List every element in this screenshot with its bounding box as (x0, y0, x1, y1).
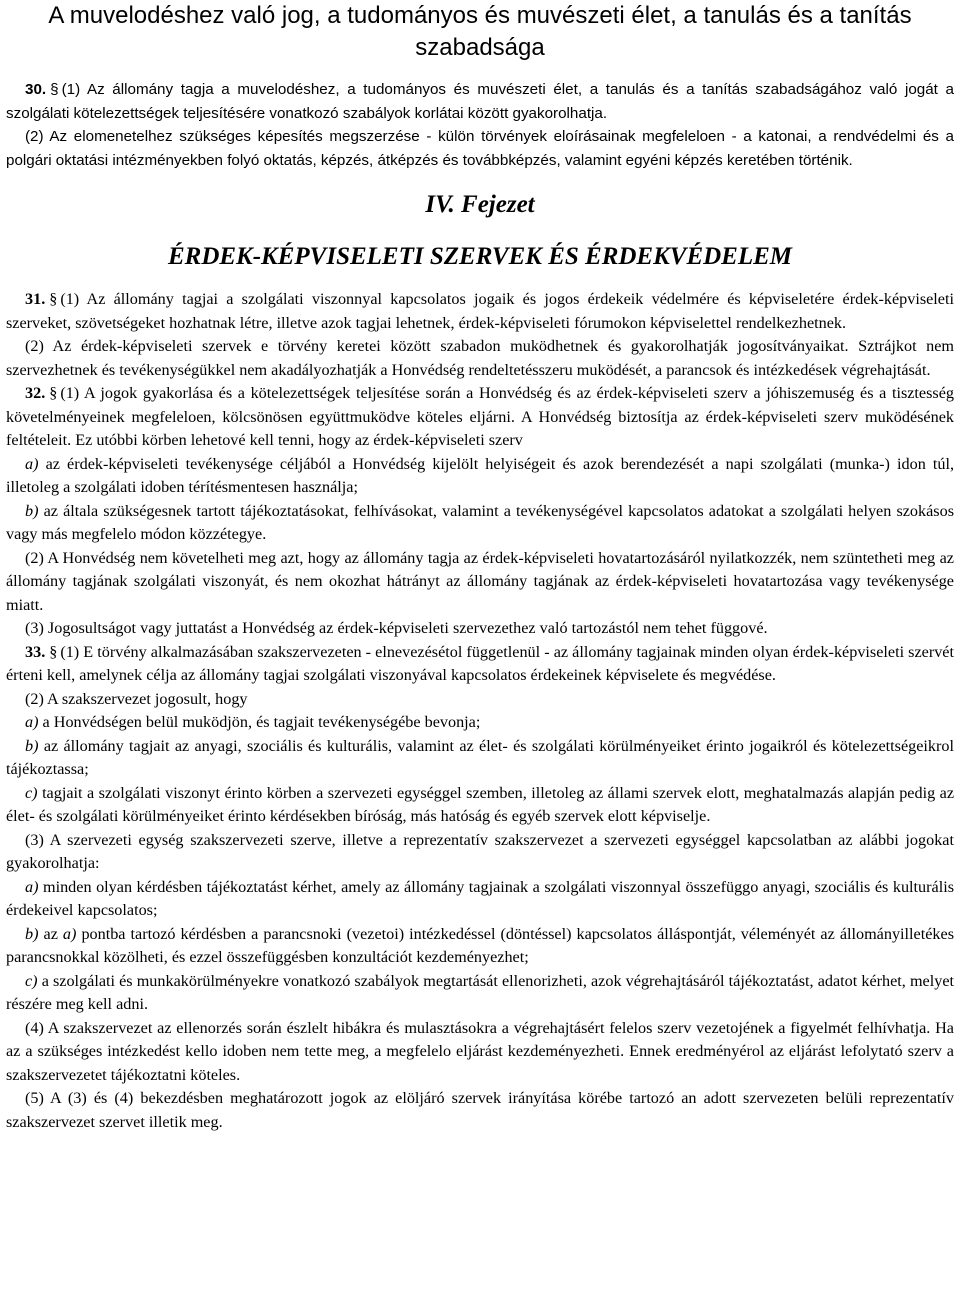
item-letter: b) (25, 736, 39, 755)
document-title: A muvelodéshez való jog, a tudományos és muvészeti élet, a tanulás és a tanítás szabadsága (48, 2, 912, 61)
section-30-paragraph-1 (6, 78, 954, 125)
section-33-p2-item-b (6, 735, 954, 782)
item-letter: a) (25, 454, 39, 473)
item-reference: a) (62, 924, 77, 943)
item-letter: a) (25, 713, 39, 731)
section-33-paragraph-4: (4) A szakszervezet az ellenorzés során észlelt hibákra és mulasztásokra a végrehajtásért felelos szerv vezetojének a figyelmét felhívhatja. Ha az a szükséges intézkedést kello idoben nem tette meg, a megfelelo eljárást kezdeményezheti. Ennek eredményérol az eljárást lefolytató szerv a szakszervezetet tájékoztatni köteles. (6, 1018, 954, 1084)
item-letter: b) (25, 501, 39, 520)
section-33-paragraph-5: (5) A (3) és (4) bekezdésben meghatározott jogok az elöljáró szervek irányítása körébe tartozó an adott szervezeten belüli reprezentatív szakszervezet szervet illetik meg. (6, 1089, 954, 1131)
section-31 (6, 288, 954, 382)
section-33-p2-item-a (6, 711, 954, 735)
section-33-p2-item-c (6, 782, 954, 829)
item-text: az általa szükségesnek tartott tájékoztatásokat, felhívásokat, valamint a tevékenységével kapcsolatos adatokat a szolgálati helyen szokásos vagy más megfelelo módon közzétegye. (6, 501, 955, 543)
section-33 (6, 641, 954, 1135)
paragraph-text: (1) Az állomány tagja a muvelodéshez, a tudományos és muvészeti élet, a tanulás és a tanítás szabadságához való jogát a szolgálati kötelezettségek teljesítésére vonatkozó szabályok korlátai között gyakorolhatja. (6, 81, 954, 122)
section-30-paragraph-2: (2) Az elomenetelhez szükséges képesítés megszerzése - külön törvények eloírásainak megfeleloen - a katonai, a rendvédelmi és a polgári oktatási intézményekben folyó oktatás, képzés, átképzés és továbbképzés, valamint egyéni képzés keretében történik. (6, 128, 954, 169)
document-page (6, 0, 954, 1134)
section-32-paragraph-3: (3) Jogosultságot vagy juttatást a Honvédség az érdek-képviseleti szervezethez való tartozástól nem tehet függové. (25, 619, 768, 637)
item-letter: a) (25, 877, 39, 896)
section-sign: § (49, 642, 58, 661)
section-30 (6, 78, 954, 172)
item-text: pontba tartozó kérdésben a parancsnoki (vezetoi) intézkedéssel (döntéssel) kapcsolatos álláspontját, véleményét az állományilletékes parancsnokkal közölheti, és ezzel összefüggésben konzultációt kezdeményezhet; (6, 924, 954, 966)
paragraph-text: (1) E törvény alkalmazásában szakszervezeten - elnevezésétol függetlenül - az állomány tagjainak minden olyan érdek-képviseleti szervét érteni kell, amelynek célja az állomány tagjai szolgálati viszonyával kapcsolatos érdekeinek képviselete és megvédése. (6, 642, 954, 684)
section-33-paragraph-1 (6, 641, 954, 688)
item-text: a Honvédségen belül muködjön, és tagjait tevékenységébe bevonja; (42, 713, 481, 731)
item-letter: b) (25, 924, 39, 943)
section-sign: § (49, 384, 58, 402)
item-letter: c) (25, 971, 38, 990)
item-text: minden olyan kérdésben tájékoztatást kérhet, amely az állomány tagjainak a szolgálati viszonnyal összefüggo anyagi, szociális és kulturális érdekeivel kapcsolatos; (6, 877, 954, 919)
chapter-number: IV. Fejezet (425, 191, 535, 218)
chapter-title: ÉRDEK-KÉPVISELETI SZERVEK ÉS ÉRDEKVÉDELEM (167, 243, 793, 270)
section-32-item-b (6, 500, 954, 547)
item-text: az (43, 924, 58, 943)
paragraph-text: (1) Az állomány tagjai a szolgálati viszonnyal kapcsolatos jogaik és jogos érdekeik védelmére és képviseletére érdek-képviseleti szerveket, szövetségeket hozhatnak létre, illetve azok tagjai lehetnek, érdek-képviseleti fórumokon képviselettel rendelkezhetnek. (6, 290, 954, 332)
item-text: a szolgálati és munkakörülményekre vonatkozó szabályok megtartását ellenorizheti, azok végrehajtásáról tájékoztatást, adatot kérhet, melyet részére meg kell adni. (6, 971, 954, 1013)
section-33-p3-item-b (6, 923, 954, 970)
section-number: 33. (25, 642, 46, 661)
paragraph-text: (1) A jogok gyakorlása és a kötelezettségek teljesítése során a Honvédség és az érdek-képviseleti szerv a jóhiszemuség és a tisztesség követelményeinek megfeleloen, kölcsönösen együttmuködve köteles eljárni. A Honvédség biztosítja az érdek-képviseleti szerv muködésének feltételeit. Ez utóbbi körben lehetové kell tenni, hogy az érdek-képviseleti szerv (6, 384, 954, 449)
section-sign: § (50, 81, 59, 98)
section-32-paragraph-1 (6, 382, 954, 453)
section-32 (6, 382, 954, 641)
section-32-paragraph-2: (2) A Honvédség nem követelheti meg azt, hogy az állomány tagja az érdek-képviseleti hovatartozásáról nyilatkozzék, nem szüntetheti meg az állomány tagjának szolgálati viszonyát, és nem okozhat hátrányt az állomány tagjának az érdek-képviseleti hovatartozása vagy tevékenysége miatt. (6, 548, 954, 614)
section-number: 31. (25, 290, 46, 308)
item-letter: c) (25, 783, 38, 802)
section-31-paragraph-2: (2) Az érdek-képviseleti szervek e törvény keretei között szabadon muködhetnek és gyakorolhatják jogosítványaikat. Sztrájkot nem szervezhetnek és tevékenységükkel nem akadályozhatják a Honvédség rendeltetésszeru muködését, a parancsok és intézkedések végrehajtását. (6, 337, 954, 379)
section-31-paragraph-1 (6, 288, 954, 335)
section-33-paragraph-2: (2) A szakszervezet jogosult, hogy (25, 689, 248, 708)
section-33-p3-item-c (6, 970, 954, 1017)
item-text: az érdek-képviseleti tevékenysége céljából a Honvédség kijelölt helyiségeit és azok berendezését a napi szolgálati (munka-) idon túl, illetoleg a szolgálati idoben térítésmentesen használja; (6, 454, 955, 496)
item-text: az állomány tagjait az anyagi, szociális és kulturális, valamint az élet- és szolgálati körülményeiket érinto jogaikról és kötelezettségeikrol tájékoztassa; (6, 736, 955, 778)
section-sign: § (49, 290, 58, 308)
section-33-paragraph-3: (3) A szervezeti egység szakszervezeti szerve, illetve a reprezentatív szakszervezet a szervezeti egységgel kapcsolatban az alábbi jogokat gyakorolhatja: (6, 830, 954, 872)
section-number: 32. (25, 384, 46, 402)
section-33-p3-item-a (6, 876, 954, 923)
section-number: 30. (25, 81, 47, 98)
item-text: tagjait a szolgálati viszonyt érinto körben a szervezeti egységgel szemben, illetoleg az állami szervek elott, meghatalmazás alapján pedig az élet- és szolgálati körülményeiket érinto kérdésekben bíróság, más hatóság és egyéb szervek elott képviselje. (6, 783, 955, 825)
section-32-item-a (6, 453, 954, 500)
